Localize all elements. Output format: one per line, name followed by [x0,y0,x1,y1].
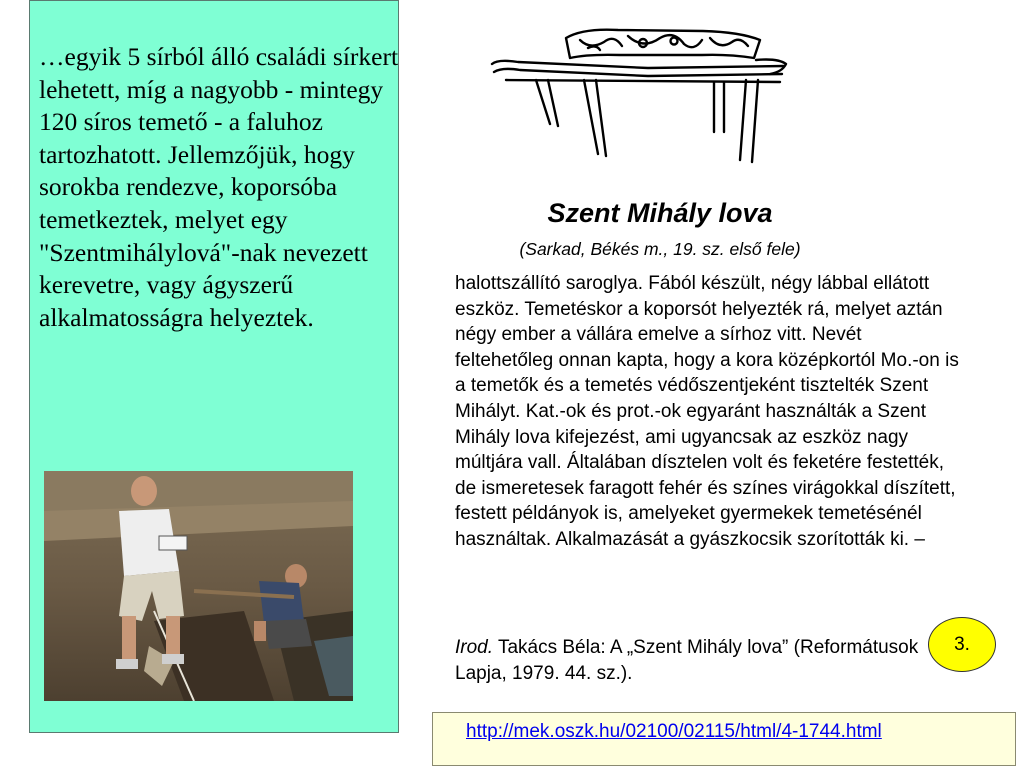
excavation-photo-image [44,471,353,701]
article-body: halottszállító saroglya. Fából készült, négy lábbal ellátott eszköz. Temetéskor a koporsót helyezték rá, melyet aztán négy ember a vállára emelve a sírhoz vitt. Nevét feltehetőleg onnan kapta, hogy a kora középkortól Mo.-on is a temetők és a temetés védőszentjeként tisztelték Szent Mihályt. Kat.-ok és prot.-ok egyaránt használták a Szent Mihály lova kifejezést, ami ugyancsak az eszköz nagy múltjára vall. Általában dísztelen volt és feketére festették, de ismeretesek faragott fehér és színes virágokkal díszített, festett példányok is, amelyeket gyermekek temetésénél használtak. Alkalmazását a gyászkocsik szorították ki. – [455,273,959,550]
article-title: Szent Mihály lova [547,198,773,228]
article-subtitle: (Sarkad, Békés m., 19. sz. első fele) [519,239,801,259]
left-panel [29,0,399,733]
excavation-photo [44,471,353,701]
left-panel-text: …egyik 5 sírból álló családi sírkert lehetett, míg a nagyobb - mintegy 120 síros temető - a faluhoz tartozhatott. Jellemzőjük, hogy sorokba rendezve, koporsóba temetkeztek, melyet egy "Szentmihálylová"-nak nevezett kerevetre, vagy ágyszerű alkalmatosságra helyeztek. [39,42,399,332]
page-number-badge [928,617,996,672]
source-link[interactable]: http://mek.oszk.hu/02100/02115/html/4-1744.html [466,721,882,742]
citation-author: Irod. [455,637,494,658]
page-number: 3. [954,633,970,655]
citation-rest: Takács Béla: A „Szent Mihály lova” (Reformátusok Lapja, 1979. 44. sz.). [455,637,919,684]
saroglya-drawing-image [488,14,788,164]
article-citation [455,635,960,686]
saroglya-drawing [488,14,788,164]
link-box [432,712,1016,766]
